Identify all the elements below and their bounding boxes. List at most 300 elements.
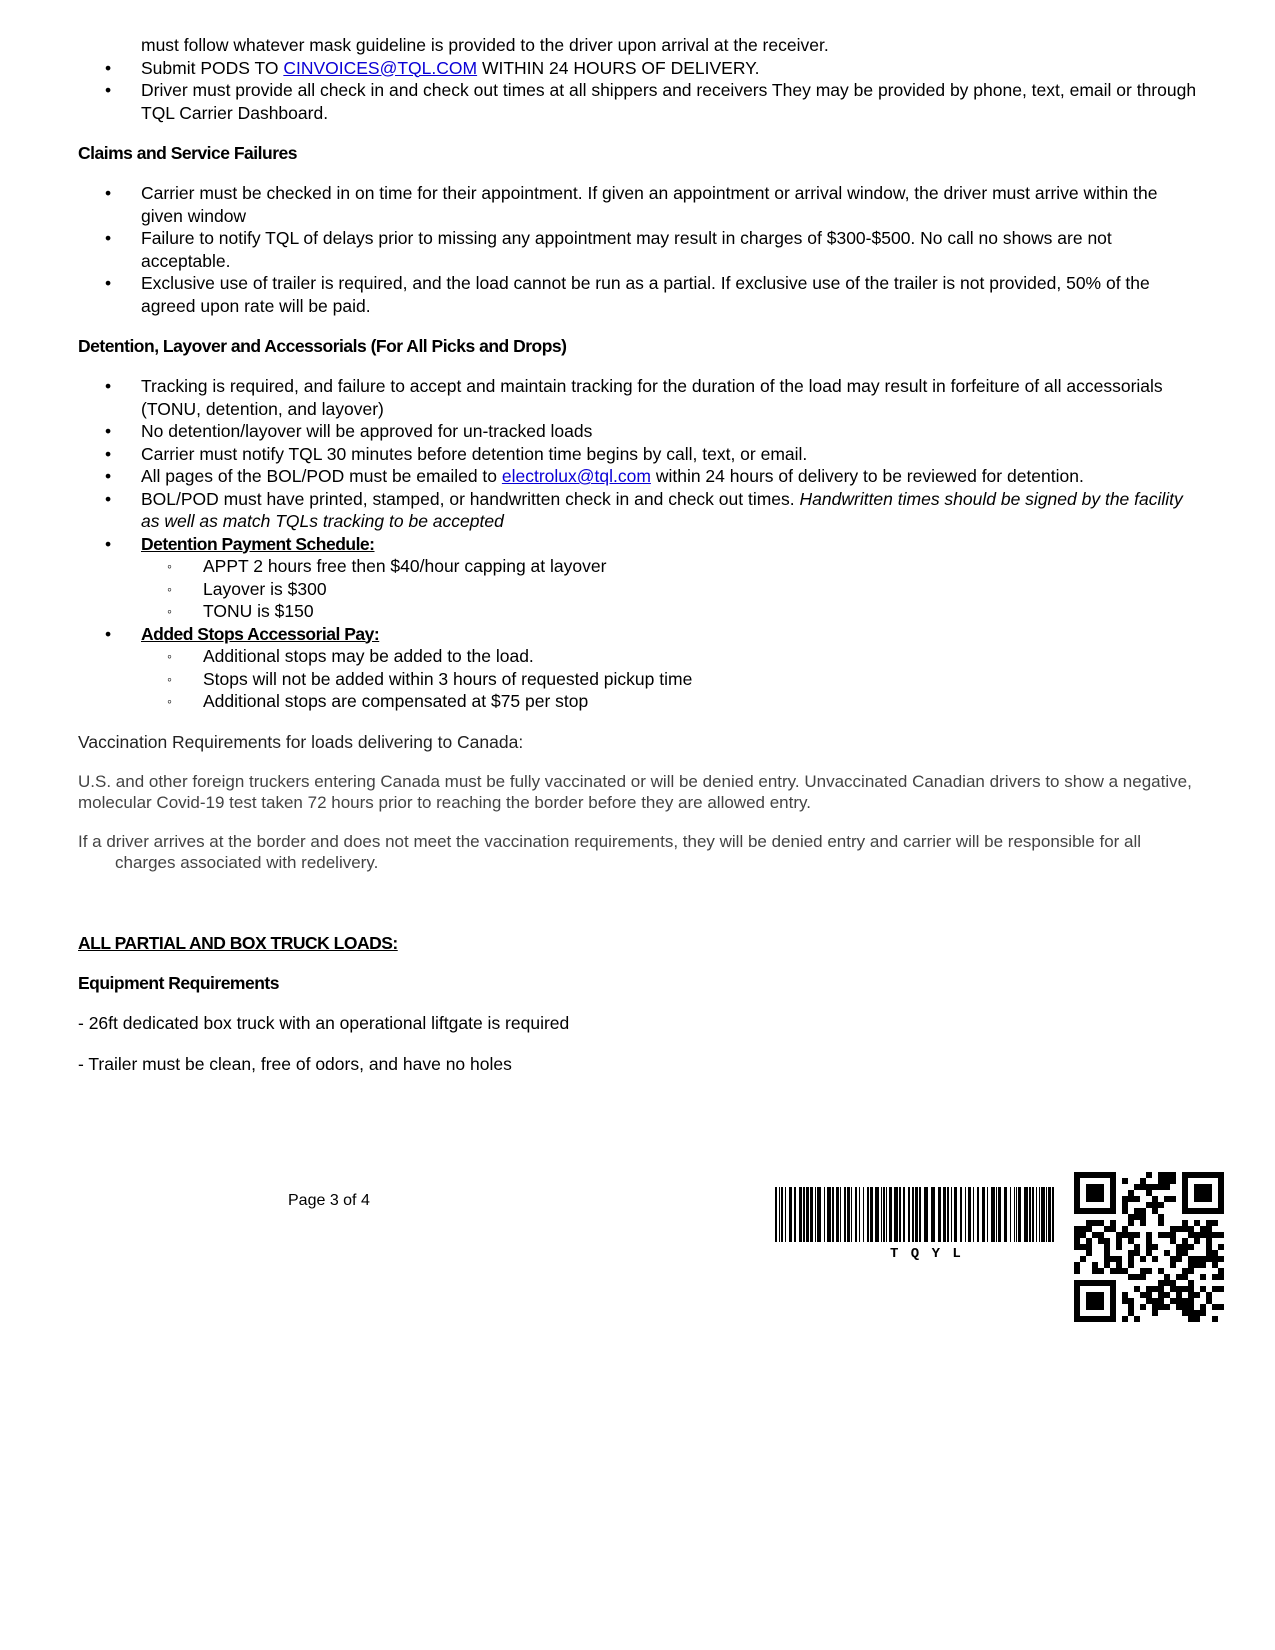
qr-module [1116, 1262, 1122, 1268]
barcode-bar [1016, 1187, 1017, 1242]
qr-module [1074, 1190, 1080, 1196]
qr-module [1158, 1298, 1164, 1304]
qr-module [1164, 1172, 1170, 1178]
qr-module [1098, 1208, 1104, 1214]
qr-module [1218, 1172, 1224, 1178]
barcode-bar [1046, 1187, 1047, 1242]
qr-module [1212, 1304, 1218, 1310]
qr-module [1158, 1280, 1164, 1286]
qr-module [1146, 1232, 1152, 1238]
qr-module [1134, 1214, 1140, 1220]
qr-module [1116, 1256, 1122, 1262]
qr-module [1140, 1214, 1146, 1220]
equipment-requirement-2: - Trailer must be clean, free of odors, and have no holes [78, 1053, 512, 1074]
qr-module [1194, 1292, 1200, 1298]
qr-module [1110, 1298, 1116, 1304]
qr-module [1110, 1268, 1116, 1274]
qr-module [1128, 1232, 1134, 1238]
qr-module [1164, 1178, 1170, 1184]
qr-module [1128, 1214, 1134, 1220]
bol-email-item: • All pages of the BOL/POD must be emailed to electrolux@tql.com within 24 hours of delivery to be reviewed for detention. [78, 465, 1198, 488]
electrolux-email-link[interactable]: electrolux@tql.com [501, 466, 651, 486]
qr-module [1086, 1190, 1092, 1196]
qr-module [1092, 1220, 1098, 1226]
qr-module [1110, 1196, 1116, 1202]
barcode-bar [938, 1187, 941, 1242]
barcode-bar [1014, 1187, 1015, 1242]
qr-module [1098, 1292, 1104, 1298]
barcode-bar [912, 1187, 914, 1242]
qr-module [1170, 1238, 1176, 1244]
qr-module [1194, 1316, 1200, 1322]
qr-module [1086, 1244, 1092, 1250]
qr-module [1158, 1178, 1164, 1184]
qr-module [1218, 1304, 1224, 1310]
qr-module [1092, 1184, 1098, 1190]
qr-module [1206, 1244, 1212, 1250]
qr-module [1164, 1232, 1170, 1238]
qr-code [1074, 1172, 1224, 1327]
qr-module [1200, 1184, 1206, 1190]
barcode-bar [781, 1187, 783, 1242]
qr-module [1104, 1244, 1110, 1250]
page-number: Page 3 of 4 [288, 1192, 370, 1209]
qr-module [1188, 1208, 1194, 1214]
qr-module [1194, 1238, 1200, 1244]
qr-module [1122, 1316, 1128, 1322]
qr-module [1218, 1274, 1224, 1280]
qr-module [1218, 1178, 1224, 1184]
qr-module [1212, 1250, 1218, 1256]
qr-module [1074, 1208, 1080, 1214]
qr-module [1170, 1280, 1176, 1286]
qr-module [1188, 1298, 1194, 1304]
barcode-bar [1036, 1187, 1037, 1242]
qr-module [1110, 1202, 1116, 1208]
stops-list [141, 645, 1198, 713]
qr-module [1086, 1172, 1092, 1178]
qr-module [1182, 1202, 1188, 1208]
qr-module [1188, 1244, 1194, 1250]
qr-module [1218, 1268, 1224, 1274]
barcode-bar [867, 1187, 869, 1242]
qr-module [1110, 1220, 1116, 1226]
qr-module [1158, 1304, 1164, 1310]
qr-module [1218, 1190, 1224, 1196]
qr-module [1110, 1304, 1116, 1310]
qr-module [1128, 1250, 1134, 1256]
qr-module [1182, 1244, 1188, 1250]
qr-module [1098, 1232, 1104, 1238]
qr-module [1092, 1232, 1098, 1238]
qr-module [1140, 1184, 1146, 1190]
qr-module [1188, 1310, 1194, 1316]
pods-email-link[interactable]: CINVOICES@TQL.COM [283, 57, 478, 78]
qr-module [1092, 1298, 1098, 1304]
qr-module [1092, 1268, 1098, 1274]
qr-module [1092, 1196, 1098, 1202]
schedule-list [141, 555, 1198, 623]
qr-module [1074, 1238, 1080, 1244]
qr-module [1206, 1256, 1212, 1262]
qr-module [1086, 1208, 1092, 1214]
qr-module [1176, 1286, 1182, 1292]
qr-module [1128, 1298, 1134, 1304]
barcode-bar [799, 1187, 802, 1242]
barcode-bar [931, 1187, 935, 1242]
barcode-bar [1004, 1187, 1007, 1242]
qr-module [1122, 1208, 1128, 1214]
qr-module [1146, 1292, 1152, 1298]
barcode-bar [908, 1187, 910, 1242]
qr-module [1104, 1262, 1110, 1268]
qr-module [1074, 1184, 1080, 1190]
barcode-bar [855, 1187, 857, 1242]
qr-module [1080, 1244, 1086, 1250]
barcode-bar [968, 1187, 971, 1242]
qr-module [1152, 1298, 1158, 1304]
stops-entry: ◦ Additional stops are compensated at $75 per stop [141, 690, 1198, 713]
qr-module [1188, 1280, 1194, 1286]
qr-module [1182, 1286, 1188, 1292]
qr-module [1140, 1256, 1146, 1262]
barcode-bar [1018, 1187, 1021, 1242]
barcode-bar [844, 1187, 846, 1242]
qr-module [1074, 1232, 1080, 1238]
barcode-bar [785, 1187, 786, 1242]
qr-module [1098, 1190, 1104, 1196]
stops-entry: ◦ Additional stops may be added to the load. [141, 645, 1198, 668]
qr-module [1206, 1250, 1212, 1256]
qr-module [1182, 1268, 1188, 1274]
qr-module [1170, 1196, 1176, 1202]
qr-module [1182, 1310, 1188, 1316]
qr-module [1098, 1316, 1104, 1322]
qr-module [1074, 1298, 1080, 1304]
qr-module [1086, 1280, 1092, 1286]
pods-item: • Submit PODS TO CINVOICES@TQL.COM WITHIN 24 HOURS OF DELIVERY. [78, 57, 1198, 80]
qr-module [1206, 1232, 1212, 1238]
qr-module [1206, 1172, 1212, 1178]
qr-module [1194, 1256, 1200, 1262]
qr-module [1086, 1220, 1092, 1226]
qr-module [1092, 1172, 1098, 1178]
qr-module [1152, 1244, 1158, 1250]
barcode-text: T Q Y L [890, 1246, 963, 1262]
qr-module [1128, 1310, 1134, 1316]
qr-module [1146, 1244, 1152, 1250]
barcode-bar [859, 1187, 860, 1242]
qr-module [1218, 1208, 1224, 1214]
qr-module [1170, 1226, 1176, 1232]
qr-module [1182, 1304, 1188, 1310]
qr-module [1212, 1316, 1218, 1322]
qr-module [1110, 1286, 1116, 1292]
qr-module [1122, 1226, 1128, 1232]
qr-module [1188, 1232, 1194, 1238]
qr-module [1200, 1208, 1206, 1214]
qr-module [1170, 1262, 1176, 1268]
qr-module [1116, 1268, 1122, 1274]
qr-module [1134, 1184, 1140, 1190]
qr-module [1158, 1286, 1164, 1292]
qr-module [1086, 1238, 1092, 1244]
qr-module [1194, 1220, 1200, 1226]
qr-module [1188, 1256, 1194, 1262]
qr-module [1074, 1304, 1080, 1310]
qr-module [1134, 1316, 1140, 1322]
barcode-bar [1024, 1187, 1028, 1242]
barcode-bar [1032, 1187, 1034, 1242]
qr-module [1074, 1196, 1080, 1202]
qr-module [1098, 1220, 1104, 1226]
document-page [78, 34, 1198, 1075]
qr-module [1200, 1262, 1206, 1268]
qr-module [1164, 1304, 1170, 1310]
qr-module [1074, 1268, 1080, 1274]
barcode-bar [1041, 1187, 1045, 1242]
qr-module [1164, 1196, 1170, 1202]
qr-module [1074, 1244, 1080, 1250]
qr-module [1074, 1226, 1080, 1232]
qr-module [1188, 1316, 1194, 1322]
qr-module [1092, 1190, 1098, 1196]
qr-module [1164, 1274, 1170, 1280]
bol-times-item: • BOL/POD must have printed, stamped, or handwritten check in and check out times. Handwritten times should be signed by the facility as well as match TQLs tracking to be accepted [78, 488, 1198, 533]
qr-module [1080, 1208, 1086, 1214]
qr-module [1110, 1208, 1116, 1214]
detention-item: • No detention/layover will be approved for un-tracked loads [78, 420, 1198, 443]
qr-module [1128, 1256, 1134, 1262]
qr-module [1188, 1226, 1194, 1232]
qr-module [1212, 1208, 1218, 1214]
qr-module [1158, 1268, 1164, 1274]
qr-module [1218, 1232, 1224, 1238]
qr-module [1158, 1232, 1164, 1238]
qr-module [1116, 1244, 1122, 1250]
qr-module [1134, 1286, 1140, 1292]
qr-module [1092, 1316, 1098, 1322]
qr-module [1104, 1316, 1110, 1322]
qr-module [1212, 1172, 1218, 1178]
qr-module [1218, 1244, 1224, 1250]
schedule-entry: ◦ TONU is $150 [141, 600, 1198, 623]
qr-module [1206, 1238, 1212, 1244]
qr-module [1092, 1280, 1098, 1286]
qr-module [1218, 1196, 1224, 1202]
barcode-bar [954, 1187, 957, 1242]
qr-module [1122, 1292, 1128, 1298]
qr-module [1200, 1172, 1206, 1178]
qr-module [1200, 1286, 1206, 1292]
qr-module [1182, 1208, 1188, 1214]
qr-module [1218, 1202, 1224, 1208]
qr-module [1104, 1256, 1110, 1262]
qr-module [1182, 1226, 1188, 1232]
barcode-bar [851, 1187, 852, 1242]
qr-module [1194, 1184, 1200, 1190]
qr-module [1176, 1298, 1182, 1304]
barcode-bar [915, 1187, 918, 1242]
qr-module [1158, 1292, 1164, 1298]
qr-module [1110, 1256, 1116, 1262]
qr-module [1140, 1220, 1146, 1226]
qr-module [1110, 1316, 1116, 1322]
qr-module [1200, 1274, 1206, 1280]
qr-module [1206, 1184, 1212, 1190]
barcode-bar [824, 1187, 825, 1242]
barcode-bar [919, 1187, 921, 1242]
qr-module [1200, 1226, 1206, 1232]
barcode-bar [883, 1187, 885, 1242]
barcode-bar [998, 1187, 1001, 1242]
qr-module [1188, 1286, 1194, 1292]
qr-module [1212, 1262, 1218, 1268]
qr-module [1218, 1184, 1224, 1190]
qr-module [1188, 1268, 1194, 1274]
qr-module [1092, 1208, 1098, 1214]
detention-heading: Detention, Layover and Accessorials (For All Picks and Drops) [78, 336, 567, 356]
barcode-bar [836, 1187, 839, 1242]
qr-module [1080, 1172, 1086, 1178]
barcode-bar [847, 1187, 850, 1242]
qr-module [1110, 1280, 1116, 1286]
barcode-bar [1052, 1187, 1054, 1242]
qr-module [1182, 1178, 1188, 1184]
barcode-bar [789, 1187, 792, 1242]
qr-module [1200, 1190, 1206, 1196]
qr-module [1080, 1316, 1086, 1322]
schedule-item [78, 533, 1198, 623]
qr-module [1158, 1184, 1164, 1190]
barcode-bar [803, 1187, 805, 1242]
equipment-requirement-1: - 26ft dedicated box truck with an operational liftgate is required [78, 1013, 570, 1033]
barcode-bar [794, 1187, 796, 1242]
qr-module [1200, 1304, 1206, 1310]
qr-module [1206, 1226, 1212, 1232]
qr-module [1212, 1286, 1218, 1292]
qr-module [1134, 1196, 1140, 1202]
qr-module [1110, 1310, 1116, 1316]
barcode-bar [973, 1187, 974, 1242]
qr-module [1206, 1190, 1212, 1196]
barcode-bar [982, 1187, 985, 1242]
qr-module [1158, 1214, 1164, 1220]
qr-module [1206, 1298, 1212, 1304]
barcode-bar [1029, 1187, 1031, 1242]
qr-module [1128, 1238, 1134, 1244]
barcode-bar [943, 1187, 946, 1242]
barcode-bar [881, 1187, 882, 1242]
qr-module [1116, 1232, 1122, 1238]
qr-module [1140, 1292, 1146, 1298]
barcode-bar [779, 1187, 780, 1242]
qr-module [1146, 1298, 1152, 1304]
qr-module [1176, 1250, 1182, 1256]
qr-module [1194, 1172, 1200, 1178]
qr-module [1206, 1292, 1212, 1298]
barcode-bar [1048, 1187, 1051, 1242]
qr-module [1206, 1196, 1212, 1202]
qr-module [1152, 1304, 1158, 1310]
claims-item: • Failure to notify TQL of delays prior to missing any appointment may result in charges of $300-$500. No call no shows are not acceptable. [78, 227, 1198, 272]
qr-module [1176, 1244, 1182, 1250]
qr-module [1182, 1274, 1188, 1280]
qr-module [1152, 1184, 1158, 1190]
detention-item: • Tracking is required, and failure to accept and maintain tracking for the duration of the load may result in forfeiture of all accessorials (TONU, detention, and layover) [78, 375, 1198, 420]
qr-module [1182, 1184, 1188, 1190]
qr-module [1074, 1310, 1080, 1316]
qr-module [1104, 1226, 1110, 1232]
qr-module [1170, 1298, 1176, 1304]
qr-module [1212, 1232, 1218, 1238]
barcode-bar [875, 1187, 879, 1242]
qr-module [1218, 1286, 1224, 1292]
qr-module [1176, 1256, 1182, 1262]
qr-module [1086, 1226, 1092, 1232]
qr-module [1092, 1304, 1098, 1310]
qr-module [1122, 1298, 1128, 1304]
qr-module [1164, 1292, 1170, 1298]
qr-module [1122, 1268, 1128, 1274]
qr-module [1098, 1172, 1104, 1178]
barcode-bar [924, 1187, 928, 1242]
qr-module [1086, 1292, 1092, 1298]
qr-module [1098, 1268, 1104, 1274]
qr-module [1086, 1250, 1092, 1256]
claims-heading: Claims and Service Failures [78, 143, 297, 163]
qr-module [1074, 1202, 1080, 1208]
qr-module [1140, 1208, 1146, 1214]
qr-module [1128, 1274, 1134, 1280]
qr-module [1122, 1178, 1128, 1184]
barcode-bar [903, 1187, 905, 1242]
mask-guideline-text: must follow whatever mask guideline is provided to the driver upon arrival at the receiver. [141, 35, 829, 55]
qr-module [1212, 1220, 1218, 1226]
stops-item [78, 623, 1198, 713]
qr-module [1080, 1226, 1086, 1232]
barcode-bar [870, 1187, 873, 1242]
barcode [775, 1187, 1065, 1267]
barcode-bar [886, 1187, 887, 1242]
qr-module [1152, 1286, 1158, 1292]
qr-module [1206, 1208, 1212, 1214]
partial-heading: ALL PARTIAL AND BOX TRUCK LOADS: [78, 933, 398, 953]
qr-module [1122, 1232, 1128, 1238]
qr-module [1182, 1190, 1188, 1196]
qr-module [1158, 1202, 1164, 1208]
qr-module [1128, 1190, 1134, 1196]
canada-heading: Vaccination Requirements for loads delivering to Canada: [78, 731, 524, 752]
barcode-bar [889, 1187, 892, 1242]
qr-module [1098, 1238, 1104, 1244]
barcode-bar [840, 1187, 841, 1242]
qr-module [1128, 1220, 1134, 1226]
qr-module [1122, 1196, 1128, 1202]
barcode-bar [1010, 1187, 1011, 1242]
qr-module [1152, 1202, 1158, 1208]
qr-module [1086, 1298, 1092, 1304]
qr-module [1170, 1256, 1176, 1262]
qr-module [1176, 1292, 1182, 1298]
checkin-item: • Driver must provide all check in and check out times at all shippers and receivers They may be provided by phone, text, email or through TQL Carrier Dashboard. [78, 79, 1198, 124]
qr-module [1134, 1244, 1140, 1250]
qr-module [1146, 1238, 1152, 1244]
qr-module [1110, 1184, 1116, 1190]
qr-module [1188, 1292, 1194, 1298]
qr-module [1074, 1286, 1080, 1292]
barcode-bar [815, 1187, 816, 1242]
